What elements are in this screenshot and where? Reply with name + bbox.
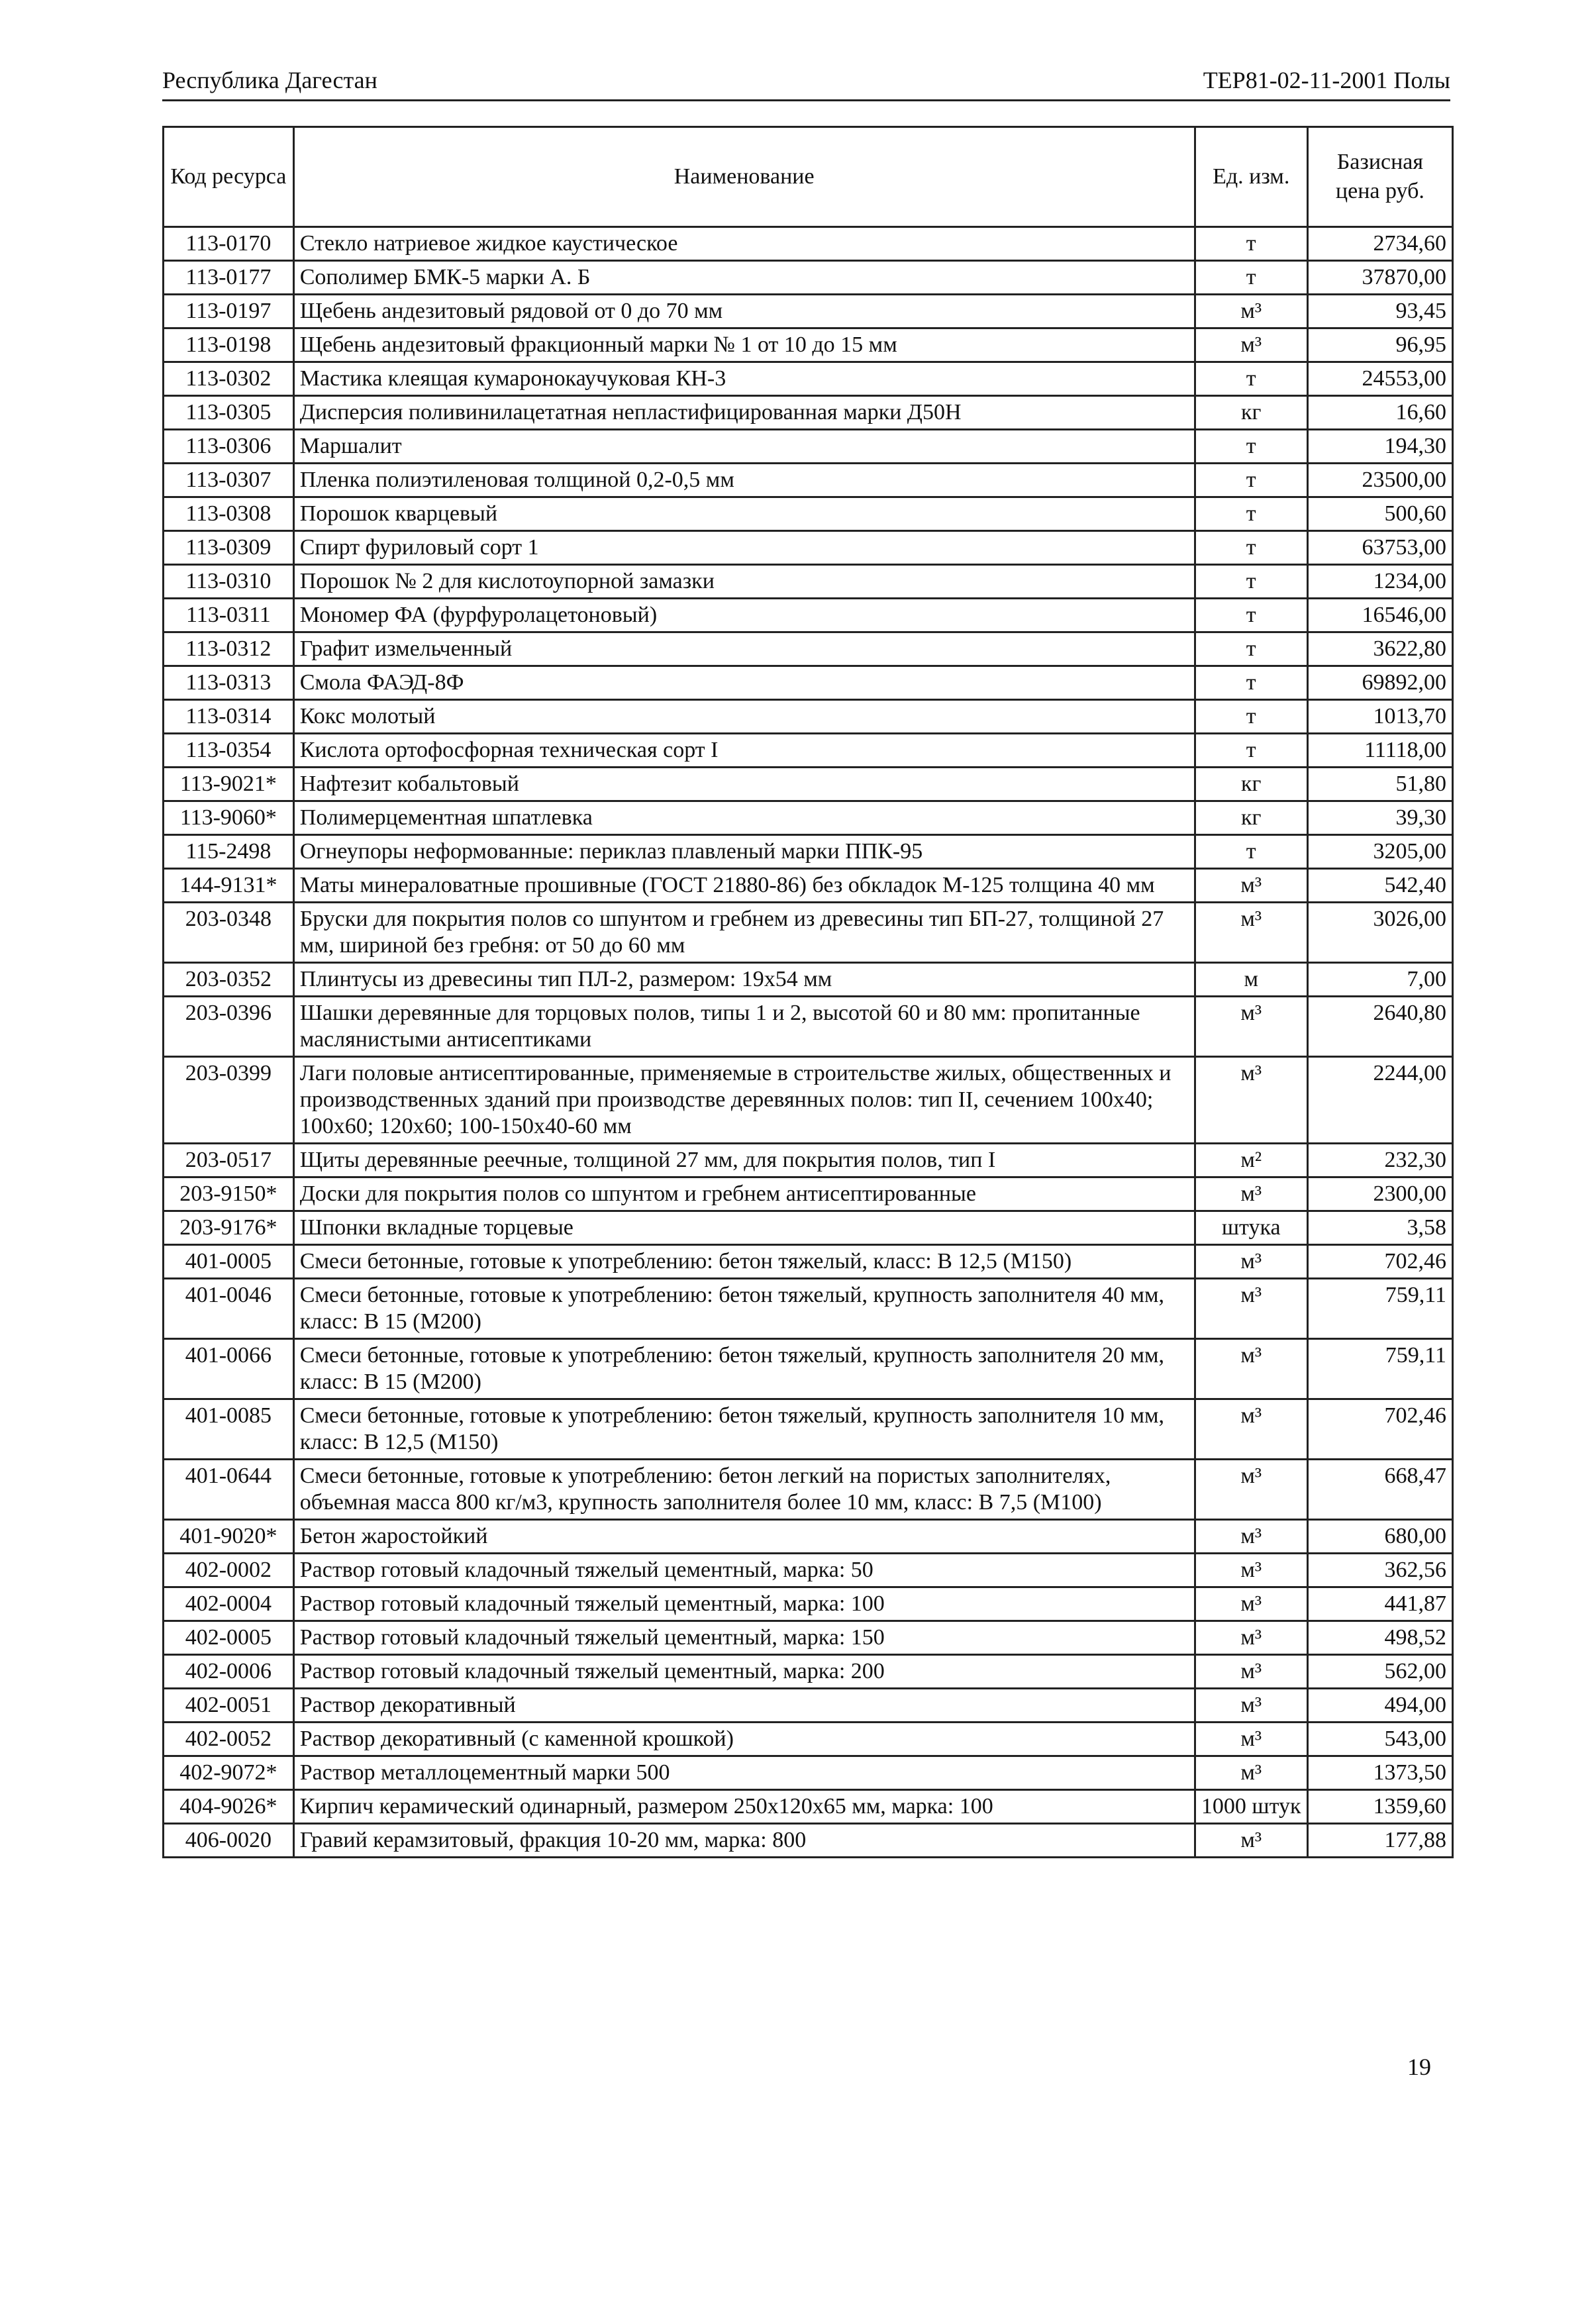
unit-cell: т (1195, 430, 1307, 464)
table-row (164, 1587, 1453, 1621)
resource-name-cell: Мастика клеящая кумаронокаучуковая КН-3 (293, 362, 1195, 396)
price-cell: 7,00 (1307, 963, 1452, 997)
table-row (164, 1554, 1453, 1587)
unit-cell: м³ (1195, 1689, 1307, 1723)
table-row (164, 1339, 1453, 1399)
table-row (164, 497, 1453, 531)
resource-name-cell: Маты минераловатные прошивные (ГОСТ 21880-86) без обкладок М-125 толщина 40 мм (293, 869, 1195, 903)
column-header-code: Код ресурса (164, 127, 294, 227)
unit-cell: м³ (1195, 1177, 1307, 1211)
resource-name-cell: Кокс молотый (293, 700, 1195, 734)
price-cell: 494,00 (1307, 1689, 1452, 1723)
table-row (164, 1245, 1453, 1279)
price-cell: 3205,00 (1307, 835, 1452, 869)
price-cell: 1373,50 (1307, 1756, 1452, 1790)
table-row (164, 1824, 1453, 1858)
resource-code-cell: 113-0310 (164, 565, 294, 599)
resource-code-cell: 402-0052 (164, 1723, 294, 1756)
resource-code-cell: 203-9150* (164, 1177, 294, 1211)
unit-cell: 1000 штук (1195, 1790, 1307, 1824)
resource-code-cell: 113-0177 (164, 261, 294, 295)
resource-name-cell: Смеси бетонные, готовые к употреблению: бетон тяжелый, крупность заполнителя 40 мм, класс: В 15 (М200) (293, 1279, 1195, 1339)
unit-cell: м² (1195, 1144, 1307, 1177)
price-cell: 3,58 (1307, 1211, 1452, 1245)
table-row (164, 295, 1453, 328)
resource-code-cell: 113-0307 (164, 464, 294, 497)
resource-code-cell: 203-0517 (164, 1144, 294, 1177)
resource-code-cell: 203-9176* (164, 1211, 294, 1245)
price-cell: 702,46 (1307, 1245, 1452, 1279)
resource-code-cell: 144-9131* (164, 869, 294, 903)
resource-price-table (162, 126, 1454, 1858)
resource-code-cell: 401-0005 (164, 1245, 294, 1279)
table-header (164, 127, 1453, 227)
table-row (164, 1399, 1453, 1460)
resource-name-cell: Раствор готовый кладочный тяжелый цементный, марка: 200 (293, 1655, 1195, 1689)
resource-code-cell: 203-0348 (164, 903, 294, 963)
price-cell: 543,00 (1307, 1723, 1452, 1756)
table-row (164, 869, 1453, 903)
table-row (164, 464, 1453, 497)
unit-cell: м³ (1195, 1587, 1307, 1621)
unit-cell: кг (1195, 396, 1307, 430)
price-cell: 24553,00 (1307, 362, 1452, 396)
resource-code-cell: 113-9060* (164, 801, 294, 835)
resource-name-cell: Сополимер БМК-5 марки А. Б (293, 261, 1195, 295)
table-row (164, 328, 1453, 362)
unit-cell: кг (1195, 768, 1307, 801)
resource-code-cell: 113-9021* (164, 768, 294, 801)
table-row (164, 396, 1453, 430)
resource-name-cell: Графит измельченный (293, 632, 1195, 666)
resource-name-cell: Кирпич керамический одинарный, размером 250х120х65 мм, марка: 100 (293, 1790, 1195, 1824)
table-row (164, 963, 1453, 997)
table-row (164, 261, 1453, 295)
resource-name-cell: Нафтезит кобальтовый (293, 768, 1195, 801)
table-row (164, 1211, 1453, 1245)
table-row (164, 1723, 1453, 1756)
resource-code-cell: 406-0020 (164, 1824, 294, 1858)
unit-cell: м³ (1195, 903, 1307, 963)
resource-name-cell: Порошок № 2 для кислотоупорной замазки (293, 565, 1195, 599)
price-cell: 3622,80 (1307, 632, 1452, 666)
price-cell: 542,40 (1307, 869, 1452, 903)
resource-name-cell: Смола ФАЭД-8Ф (293, 666, 1195, 700)
column-header-price: Базисная цена руб. (1307, 127, 1452, 227)
price-cell: 11118,00 (1307, 734, 1452, 768)
table-row (164, 1756, 1453, 1790)
header-document-code: ТЕР81-02-11-2001 Полы (1203, 67, 1450, 93)
table-row (164, 1144, 1453, 1177)
price-cell: 680,00 (1307, 1520, 1452, 1554)
resource-name-cell: Плинтусы из древесины тип ПЛ-2, размером: 19х54 мм (293, 963, 1195, 997)
resource-code-cell: 113-0308 (164, 497, 294, 531)
unit-cell: т (1195, 464, 1307, 497)
resource-code-cell: 402-0002 (164, 1554, 294, 1587)
column-header-name: Наименование (293, 127, 1195, 227)
resource-name-cell: Раствор декоративный (с каменной крошкой) (293, 1723, 1195, 1756)
resource-name-cell: Порошок кварцевый (293, 497, 1195, 531)
price-cell: 1359,60 (1307, 1790, 1452, 1824)
resource-name-cell: Шпонки вкладные торцевые (293, 1211, 1195, 1245)
table-row (164, 1689, 1453, 1723)
price-cell: 37870,00 (1307, 261, 1452, 295)
price-cell: 759,11 (1307, 1339, 1452, 1399)
resource-name-cell: Раствор декоративный (293, 1689, 1195, 1723)
resource-name-cell: Доски для покрытия полов со шпунтом и гребнем антисептированные (293, 1177, 1195, 1211)
resource-name-cell: Лаги половые антисептированные, применяемые в строительстве жилых, общественных и производственных зданий при производстве деревянных полов: тип II, сечением 100х40; 100х60; 120х60; 100-150х40-60 мм (293, 1057, 1195, 1144)
resource-name-cell: Раствор готовый кладочный тяжелый цементный, марка: 150 (293, 1621, 1195, 1655)
resource-name-cell: Огнеупоры неформованные: периклаз плавленый марки ППК-95 (293, 835, 1195, 869)
price-cell: 562,00 (1307, 1655, 1452, 1689)
table-row (164, 1057, 1453, 1144)
price-cell: 3026,00 (1307, 903, 1452, 963)
price-cell: 441,87 (1307, 1587, 1452, 1621)
price-cell: 93,45 (1307, 295, 1452, 328)
table-row (164, 430, 1453, 464)
column-header-unit: Ед. изм. (1195, 127, 1307, 227)
resource-code-cell: 404-9026* (164, 1790, 294, 1824)
resource-name-cell: Полимерцементная шпатлевка (293, 801, 1195, 835)
unit-cell: м³ (1195, 1621, 1307, 1655)
page-header (162, 61, 1450, 101)
table-row (164, 768, 1453, 801)
resource-code-cell: 402-9072* (164, 1756, 294, 1790)
unit-cell: т (1195, 227, 1307, 261)
resource-code-cell: 203-0399 (164, 1057, 294, 1144)
resource-name-cell: Раствор готовый кладочный тяжелый цементный, марка: 100 (293, 1587, 1195, 1621)
table-row (164, 1790, 1453, 1824)
unit-cell: т (1195, 497, 1307, 531)
unit-cell: т (1195, 531, 1307, 565)
resource-name-cell: Смеси бетонные, готовые к употреблению: бетон легкий на пористых заполнителях, объемная масса 800 кг/м3, крупность заполнителя более 10 мм, класс: В 7,5 (М100) (293, 1460, 1195, 1520)
price-cell: 500,60 (1307, 497, 1452, 531)
resource-name-cell: Щебень андезитовый фракционный марки № 1 от 10 до 15 мм (293, 328, 1195, 362)
unit-cell: м³ (1195, 1824, 1307, 1858)
resource-name-cell: Мономер ФА (фурфуролацетоновый) (293, 599, 1195, 632)
resource-name-cell: Бетон жаростойкий (293, 1520, 1195, 1554)
price-cell: 1013,70 (1307, 700, 1452, 734)
price-cell: 668,47 (1307, 1460, 1452, 1520)
resource-name-cell: Смеси бетонные, готовые к употреблению: бетон тяжелый, класс: В 12,5 (М150) (293, 1245, 1195, 1279)
resource-code-cell: 113-0313 (164, 666, 294, 700)
resource-code-cell: 401-9020* (164, 1520, 294, 1554)
resource-name-cell: Смеси бетонные, готовые к употреблению: бетон тяжелый, крупность заполнителя 10 мм, класс: В 12,5 (М150) (293, 1399, 1195, 1460)
resource-name-cell: Бруски для покрытия полов со шпунтом и гребнем из древесины тип БП-27, толщиной 27 мм, шириной без гребня: от 50 до 60 мм (293, 903, 1195, 963)
price-cell: 2734,60 (1307, 227, 1452, 261)
price-cell: 96,95 (1307, 328, 1452, 362)
price-cell: 1234,00 (1307, 565, 1452, 599)
resource-name-cell: Пленка полиэтиленовая толщиной 0,2-0,5 мм (293, 464, 1195, 497)
table-row (164, 1621, 1453, 1655)
resource-code-cell: 203-0396 (164, 997, 294, 1057)
unit-cell: т (1195, 565, 1307, 599)
unit-cell: т (1195, 700, 1307, 734)
header-divider (162, 99, 1450, 101)
resource-code-cell: 113-0305 (164, 396, 294, 430)
unit-cell: штука (1195, 1211, 1307, 1245)
table-row (164, 1460, 1453, 1520)
resource-name-cell: Раствор металлоцементный марки 500 (293, 1756, 1195, 1790)
resource-code-cell: 113-0309 (164, 531, 294, 565)
resource-code-cell: 113-0312 (164, 632, 294, 666)
unit-cell: т (1195, 734, 1307, 768)
resource-code-cell: 113-0306 (164, 430, 294, 464)
table-row (164, 997, 1453, 1057)
table-body (164, 227, 1453, 1858)
resource-code-cell: 113-0198 (164, 328, 294, 362)
resource-code-cell: 115-2498 (164, 835, 294, 869)
unit-cell: м³ (1195, 1245, 1307, 1279)
resource-name-cell: Щебень андезитовый рядовой от 0 до 70 мм (293, 295, 1195, 328)
table-row (164, 666, 1453, 700)
table-row (164, 362, 1453, 396)
resource-code-cell: 401-0085 (164, 1399, 294, 1460)
unit-cell: м³ (1195, 997, 1307, 1057)
unit-cell: м (1195, 963, 1307, 997)
resource-name-cell: Гравий керамзитовый, фракция 10-20 мм, марка: 800 (293, 1824, 1195, 1858)
unit-cell: м³ (1195, 1399, 1307, 1460)
table-row (164, 801, 1453, 835)
resource-code-cell: 203-0352 (164, 963, 294, 997)
unit-cell: т (1195, 599, 1307, 632)
unit-cell: м³ (1195, 1279, 1307, 1339)
price-cell: 16,60 (1307, 396, 1452, 430)
unit-cell: т (1195, 666, 1307, 700)
resource-code-cell: 402-0005 (164, 1621, 294, 1655)
table-row (164, 1177, 1453, 1211)
unit-cell: т (1195, 362, 1307, 396)
unit-cell: м³ (1195, 1057, 1307, 1144)
resource-name-cell: Кислота ортофосфорная техническая сорт I (293, 734, 1195, 768)
table-row (164, 1520, 1453, 1554)
unit-cell: м³ (1195, 295, 1307, 328)
table-row (164, 1279, 1453, 1339)
unit-cell: м³ (1195, 1460, 1307, 1520)
unit-cell: т (1195, 835, 1307, 869)
unit-cell: т (1195, 632, 1307, 666)
price-cell: 16546,00 (1307, 599, 1452, 632)
table-header-row (164, 127, 1453, 227)
price-cell: 2300,00 (1307, 1177, 1452, 1211)
table-row (164, 734, 1453, 768)
unit-cell: м³ (1195, 1723, 1307, 1756)
resource-code-cell: 113-0170 (164, 227, 294, 261)
page-number: 19 (1407, 2054, 1431, 2080)
header-region: Республика Дагестан (162, 67, 377, 93)
unit-cell: кг (1195, 801, 1307, 835)
table-row (164, 632, 1453, 666)
table-row (164, 227, 1453, 261)
resource-code-cell: 113-0302 (164, 362, 294, 396)
price-cell: 498,52 (1307, 1621, 1452, 1655)
price-cell: 177,88 (1307, 1824, 1452, 1858)
resource-code-cell: 401-0046 (164, 1279, 294, 1339)
price-cell: 232,30 (1307, 1144, 1452, 1177)
resource-code-cell: 113-0314 (164, 700, 294, 734)
price-cell: 39,30 (1307, 801, 1452, 835)
unit-cell: м³ (1195, 1554, 1307, 1587)
resource-code-cell: 401-0066 (164, 1339, 294, 1399)
unit-cell: м³ (1195, 328, 1307, 362)
price-cell: 2640,80 (1307, 997, 1452, 1057)
resource-code-cell: 402-0006 (164, 1655, 294, 1689)
resource-code-cell: 402-0004 (164, 1587, 294, 1621)
price-cell: 702,46 (1307, 1399, 1452, 1460)
price-cell: 759,11 (1307, 1279, 1452, 1339)
resource-name-cell: Раствор готовый кладочный тяжелый цементный, марка: 50 (293, 1554, 1195, 1587)
resource-name-cell: Дисперсия поливинилацетатная непластифицированная марки Д50Н (293, 396, 1195, 430)
price-cell: 63753,00 (1307, 531, 1452, 565)
unit-cell: м³ (1195, 1339, 1307, 1399)
table-row (164, 531, 1453, 565)
resource-code-cell: 113-0354 (164, 734, 294, 768)
resource-name-cell: Щиты деревянные реечные, толщиной 27 мм, для покрытия полов, тип I (293, 1144, 1195, 1177)
resource-name-cell: Маршалит (293, 430, 1195, 464)
price-cell: 362,56 (1307, 1554, 1452, 1587)
price-cell: 51,80 (1307, 768, 1452, 801)
resource-code-cell: 113-0311 (164, 599, 294, 632)
resource-name-cell: Смеси бетонные, готовые к употреблению: бетон тяжелый, крупность заполнителя 20 мм, класс: В 15 (М200) (293, 1339, 1195, 1399)
table-row (164, 565, 1453, 599)
unit-cell: м³ (1195, 1520, 1307, 1554)
resource-name-cell: Стекло натриевое жидкое каустическое (293, 227, 1195, 261)
resource-name-cell: Шашки деревянные для торцовых полов, типы 1 и 2, высотой 60 и 80 мм: пропитанные маслянистыми антисептиками (293, 997, 1195, 1057)
resource-code-cell: 113-0197 (164, 295, 294, 328)
unit-cell: т (1195, 261, 1307, 295)
unit-cell: м³ (1195, 1655, 1307, 1689)
resource-code-cell: 401-0644 (164, 1460, 294, 1520)
unit-cell: м³ (1195, 869, 1307, 903)
price-cell: 2244,00 (1307, 1057, 1452, 1144)
price-cell: 23500,00 (1307, 464, 1452, 497)
table-row (164, 599, 1453, 632)
price-cell: 69892,00 (1307, 666, 1452, 700)
table-row (164, 835, 1453, 869)
price-cell: 194,30 (1307, 430, 1452, 464)
unit-cell: м³ (1195, 1756, 1307, 1790)
table-row (164, 903, 1453, 963)
resource-code-cell: 402-0051 (164, 1689, 294, 1723)
table-row (164, 700, 1453, 734)
table-row (164, 1655, 1453, 1689)
resource-name-cell: Спирт фуриловый сорт 1 (293, 531, 1195, 565)
